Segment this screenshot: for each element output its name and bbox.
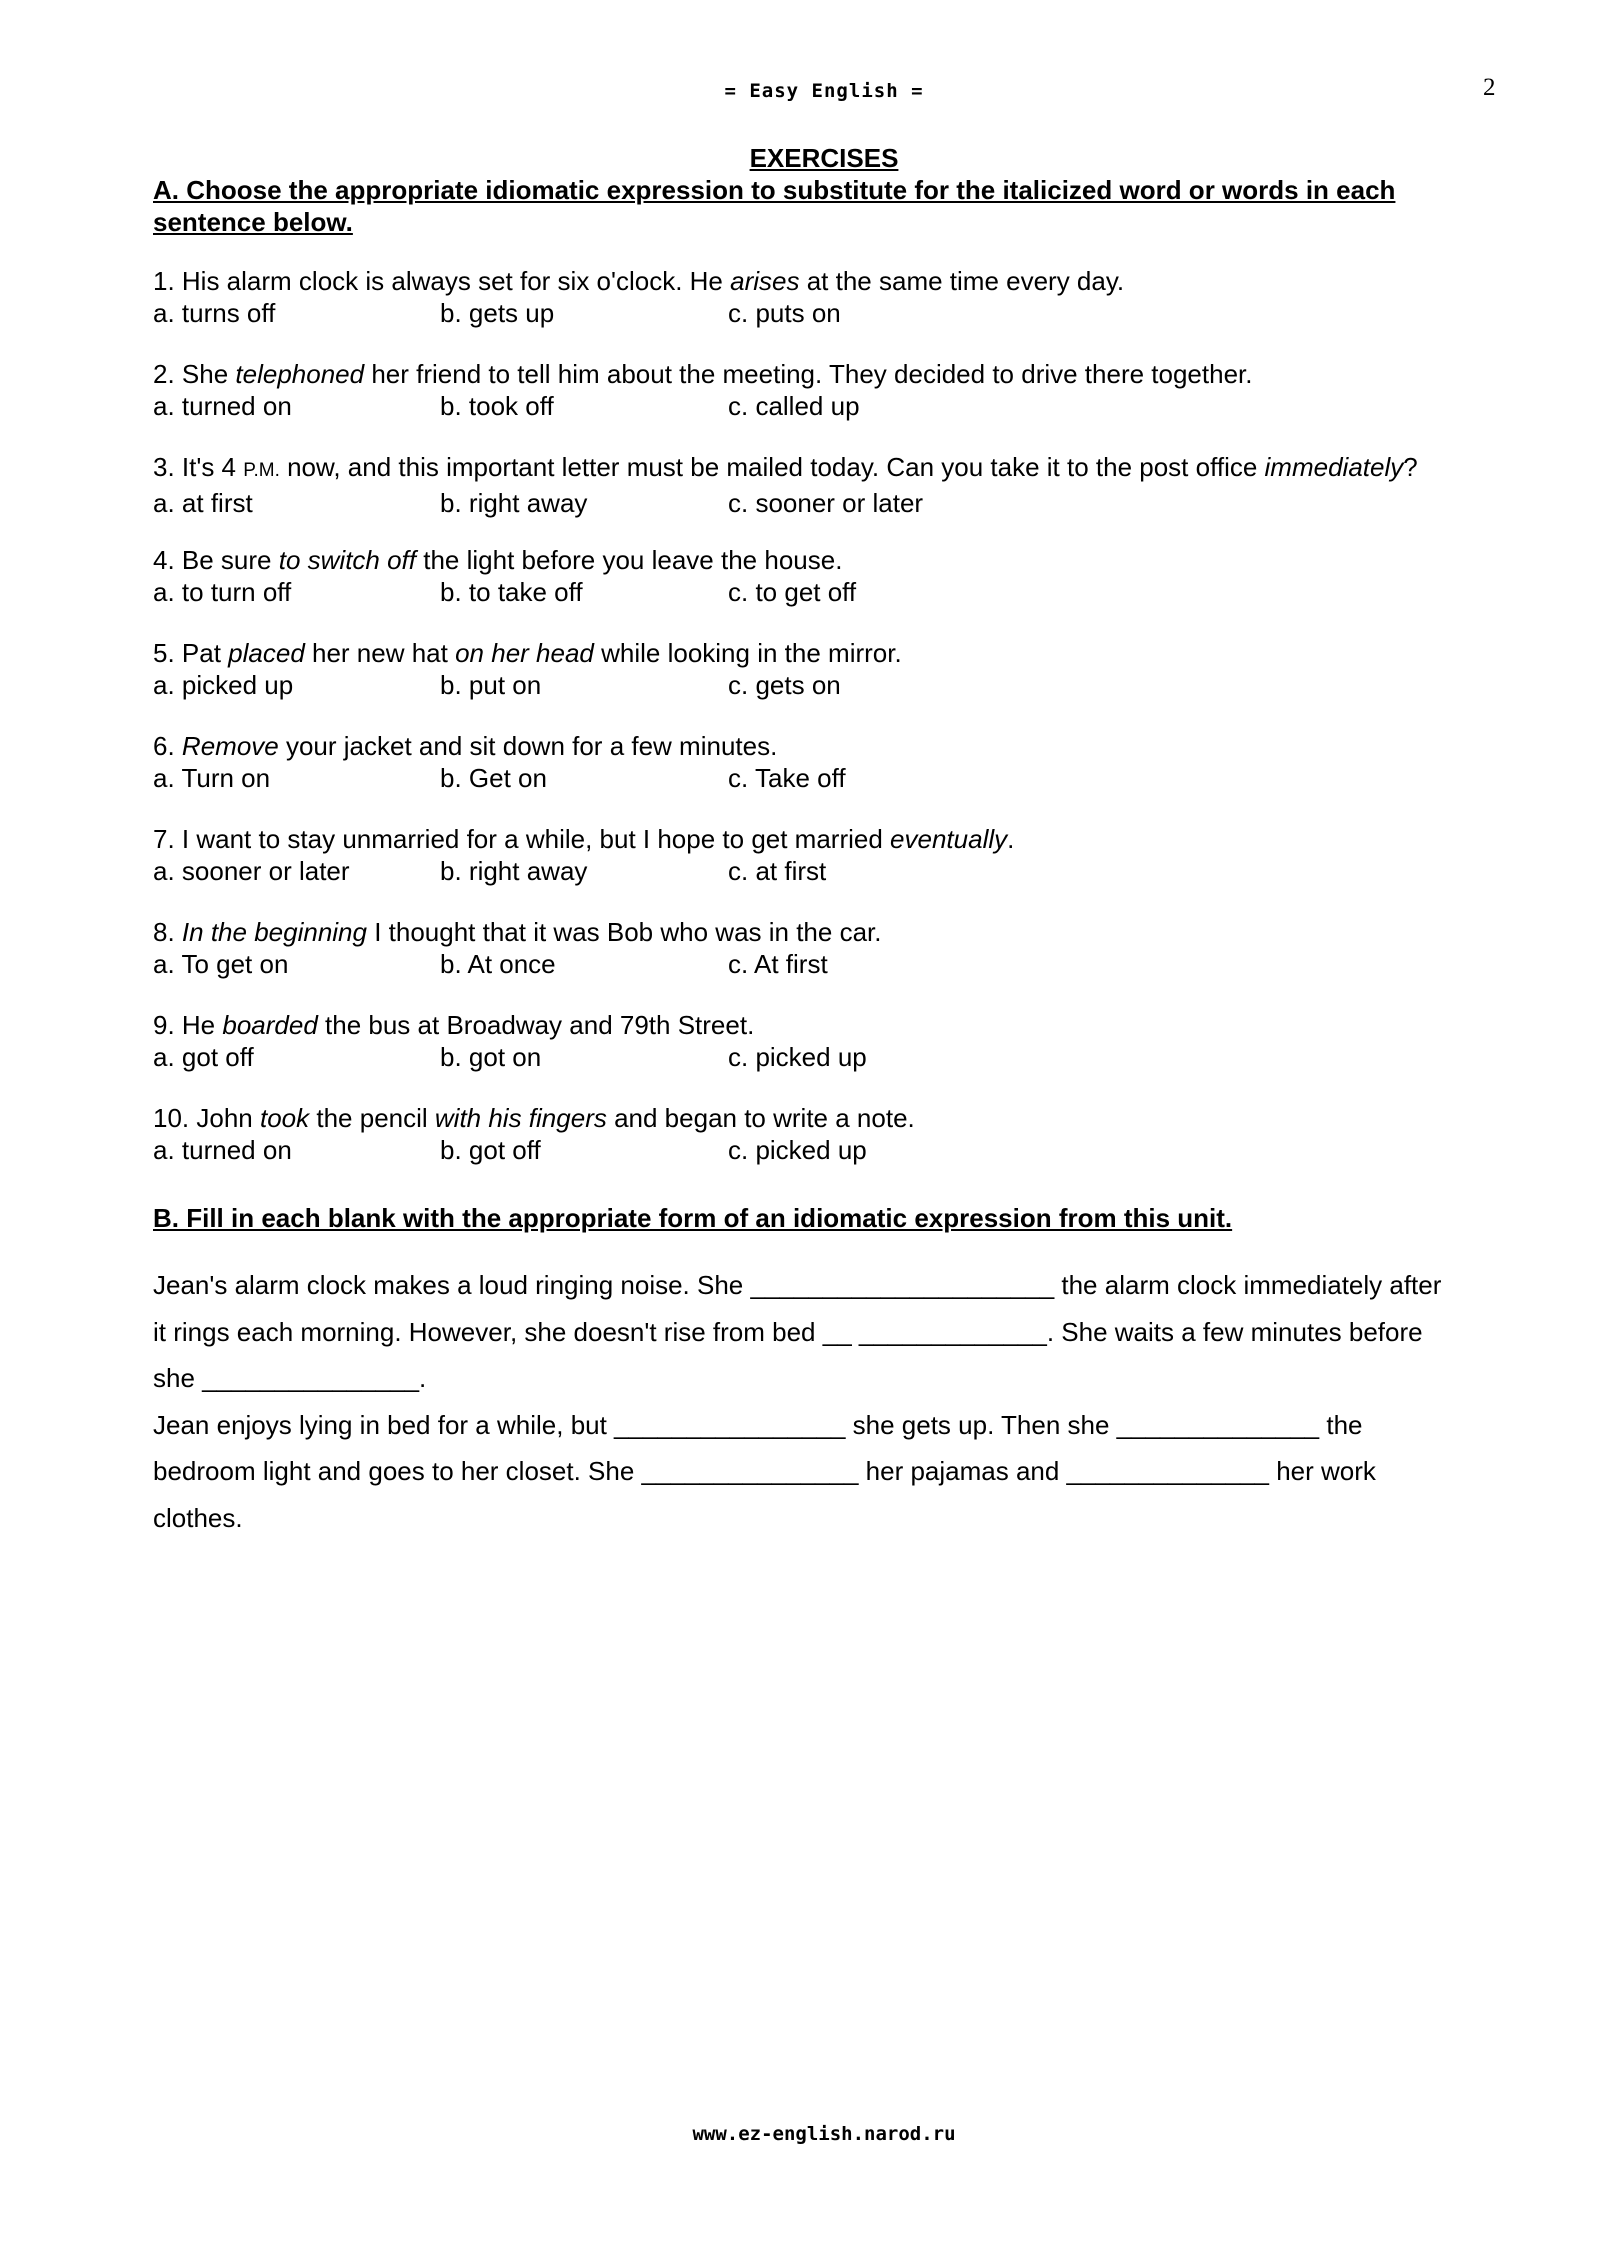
- question-text: 8. In the beginning I thought that it was Bob who was in the car.: [153, 917, 882, 947]
- italic-phrase: Remove: [181, 731, 279, 761]
- question-text: 1. His alarm clock is always set for six o'clock. He arises at the same time every day.: [153, 266, 1125, 296]
- italic-phrase: with his fingers: [434, 1103, 607, 1133]
- option-b: b. gets up: [440, 298, 555, 328]
- option-c: c. at first: [728, 856, 827, 886]
- option-c: c. At first: [728, 949, 828, 979]
- option-a: a. to turn off: [153, 577, 292, 607]
- paragraph-line: it rings each morning. However, she doesn't rise from bed __ _____________. She waits a few minutes before: [153, 1316, 1423, 1347]
- italic-phrase: boarded: [222, 1010, 318, 1040]
- paragraph-line: Jean's alarm clock makes a loud ringing noise. She _____________________ the alarm clock immediately after: [153, 1270, 1442, 1300]
- option-b: b. right away: [440, 856, 588, 886]
- answer-options: [153, 1041, 1513, 1073]
- question-item: [153, 451, 1513, 544]
- question-text: 7. I want to stay unmarried for a while, but I hope to get married eventually.: [153, 824, 1015, 854]
- answer-options: [153, 762, 1513, 794]
- option-a: a. turned on: [153, 391, 292, 421]
- option-b: b. got on: [440, 1042, 542, 1072]
- answer-options: [153, 669, 1513, 701]
- option-c: c. Take off: [728, 763, 846, 793]
- fill-in-paragraph: [153, 1262, 1513, 1541]
- italic-phrase: arises: [730, 266, 800, 296]
- option-b: b. Get on: [440, 763, 547, 793]
- question-text: 6. Remove your jacket and sit down for a few minutes.: [153, 731, 778, 761]
- question-text: 5. Pat placed her new hat on her head while looking in the mirror.: [153, 638, 902, 668]
- question-text: 3. It's 4 P.M. now, and this important letter must be mailed today. Can you take it to the post office immediately?: [153, 452, 1418, 482]
- option-a: a. at first: [153, 488, 253, 518]
- question-item: [153, 544, 1513, 637]
- option-c: c. picked up: [728, 1135, 867, 1165]
- question-text: 10. John took the pencil with his fingers and began to write a note.: [153, 1103, 915, 1133]
- question-item: [153, 1102, 1513, 1195]
- question-item: [153, 265, 1513, 358]
- option-b: b. got off: [440, 1135, 541, 1165]
- question-item: [153, 730, 1513, 823]
- header-title: = Easy English =: [724, 80, 924, 102]
- italic-phrase: placed: [228, 638, 305, 668]
- answer-options: [153, 390, 1513, 422]
- option-b: b. put on: [440, 670, 542, 700]
- question-item: [153, 637, 1513, 730]
- option-a: a. Turn on: [153, 763, 271, 793]
- section-b-heading: B. Fill in each blank with the appropriate form of an idiomatic expression from this unit.: [153, 1203, 1233, 1233]
- italic-phrase: immediately: [1264, 452, 1404, 482]
- section-a-heading: [153, 174, 1493, 238]
- italic-phrase: telephoned: [235, 359, 365, 389]
- option-b: b. right away: [440, 488, 588, 518]
- answer-options: [153, 297, 1513, 329]
- option-c: c. called up: [728, 391, 860, 421]
- option-b: b. to take off: [440, 577, 583, 607]
- option-c: c. sooner or later: [728, 488, 924, 518]
- question-item: [153, 823, 1513, 916]
- question-list: [153, 265, 1513, 1195]
- answer-options: [153, 576, 1513, 608]
- option-a: a. sooner or later: [153, 856, 350, 886]
- paragraph-line: Jean enjoys lying in bed for a while, but ________________ she gets up. Then she ______________ the: [153, 1409, 1363, 1440]
- question-item: [153, 358, 1513, 451]
- option-c: c. picked up: [728, 1042, 867, 1072]
- option-c: c. puts on: [728, 298, 841, 328]
- question-item: [153, 916, 1513, 1009]
- italic-phrase: In the beginning: [181, 917, 367, 947]
- answer-options: [153, 487, 1513, 519]
- paragraph-line: she _______________.: [153, 1363, 427, 1393]
- option-a: a. got off: [153, 1042, 254, 1072]
- question-text: 2. She telephoned her friend to tell him about the meeting. They decided to drive there together.: [153, 359, 1253, 389]
- option-b: b. At once: [440, 949, 556, 979]
- option-b: b. took off: [440, 391, 554, 421]
- question-item: [153, 1009, 1513, 1102]
- question-text: 9. He boarded the bus at Broadway and 79th Street.: [153, 1010, 755, 1040]
- small-caps-text: P.M.: [243, 460, 280, 481]
- italic-phrase: to switch off: [278, 545, 417, 575]
- option-a: a. turned on: [153, 1135, 292, 1165]
- option-c: c. to get off: [728, 577, 857, 607]
- italic-phrase: on her head: [455, 638, 594, 668]
- italic-phrase: took: [259, 1103, 310, 1133]
- italic-phrase: eventually: [890, 824, 1008, 854]
- exercises-title: EXERCISES: [749, 143, 899, 173]
- option-c: c. gets on: [728, 670, 841, 700]
- answer-options: [153, 855, 1513, 887]
- option-a: a. picked up: [153, 670, 294, 700]
- option-a: a. To get on: [153, 949, 289, 979]
- section-a-heading-line: sentence below.: [153, 207, 353, 237]
- section-a-heading-line: A. Choose the appropriate idiomatic expression to substitute for the italicized word or words in each: [153, 175, 1396, 205]
- footer-url: www.ez-english.narod.ru: [692, 2123, 956, 2145]
- paragraph-line: clothes.: [153, 1502, 243, 1533]
- answer-options: [153, 948, 1513, 980]
- answer-options: [153, 1134, 1513, 1166]
- question-text: 4. Be sure to switch off the light before you leave the house.: [153, 545, 843, 575]
- option-a: a. turns off: [153, 298, 276, 328]
- page-number: 2: [1483, 74, 1496, 101]
- paragraph-line: bedroom light and goes to her closet. She _______________ her pajamas and ______________ her work: [153, 1456, 1376, 1486]
